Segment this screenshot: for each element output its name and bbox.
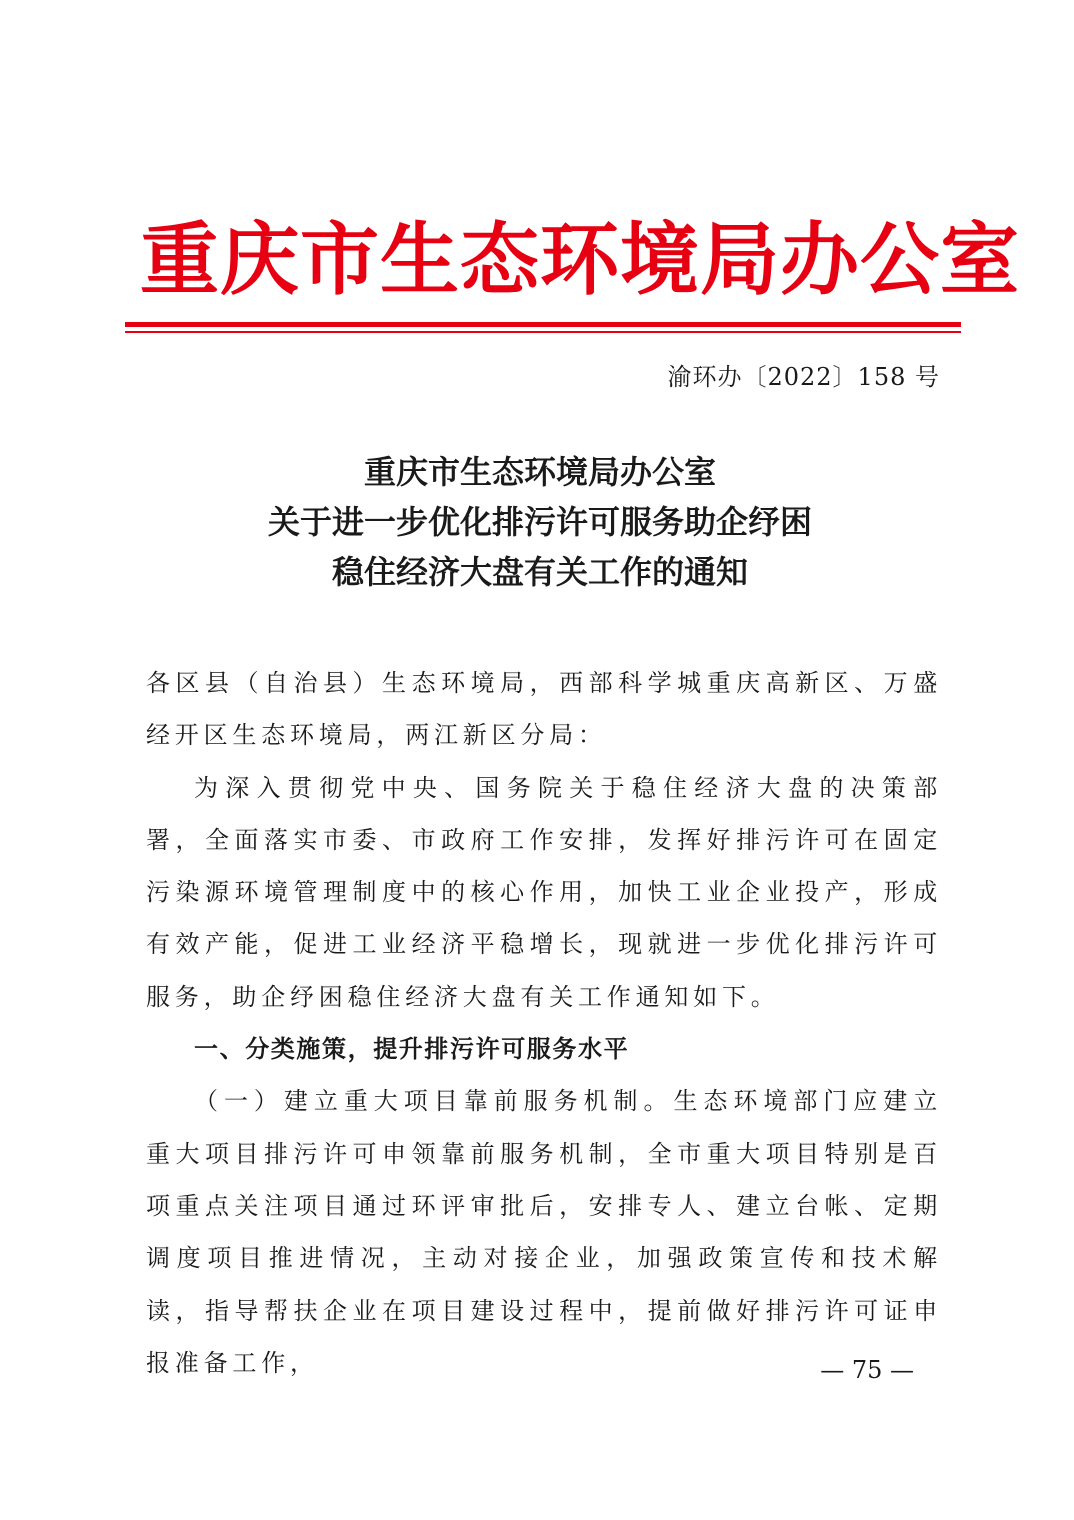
document-number: 渝环办〔2022〕158 号	[667, 363, 940, 391]
title-line-2: 关于进一步优化排污许可服务助企纾困	[267, 503, 812, 541]
intro-paragraph: 为深入贯彻党中央、国务院关于稳住经济大盘的决策部署，全面落实市委、市政府工作安排，发挥好排污许可在固定污染源环境管理制度中的核心作用，加快工业企业投产，形成有效产能，促进工业经济平稳增长，现就进一步优化排污许可服务，助企纾困稳住经济大盘有关工作通知如下。	[146, 773, 942, 1011]
red-rule-thick	[125, 322, 961, 327]
item-1-text: 生态环境部门应建立重大项目排污许可申领靠前服务机制，全市重大项目特别是百项重点关注项目通过环评审批后，安排专人、建立台帐、定期调度项目推进情况，主动对接企业，加强政策宣传和技术解读，指导帮扶企业在项目建设过程中，提前做好排污许可证申报准备工作，	[146, 1087, 942, 1377]
item-1-label: （一）建立重大项目靠前服务机制。	[194, 1087, 674, 1116]
title-line-1: 重庆市生态环境局办公室	[363, 453, 716, 491]
item-1-paragraph	[146, 1075, 942, 1389]
title-line-3: 稳住经济大盘有关工作的通知	[331, 553, 748, 591]
issuer-masthead: 重庆市生态环境局办公室	[140, 214, 1020, 306]
page-number: — 75 —	[820, 1356, 914, 1384]
section-1-heading: 一、分类施策，提升排污许可服务水平	[194, 1035, 630, 1064]
addressee-paragraph: 各区县（自治县）生态环境局，西部科学城重庆高新区、万盛经开区生态环境局，两江新区分局：	[146, 669, 942, 750]
document-title	[140, 447, 940, 597]
document-body	[146, 657, 942, 1389]
red-rule-thin	[125, 331, 961, 333]
